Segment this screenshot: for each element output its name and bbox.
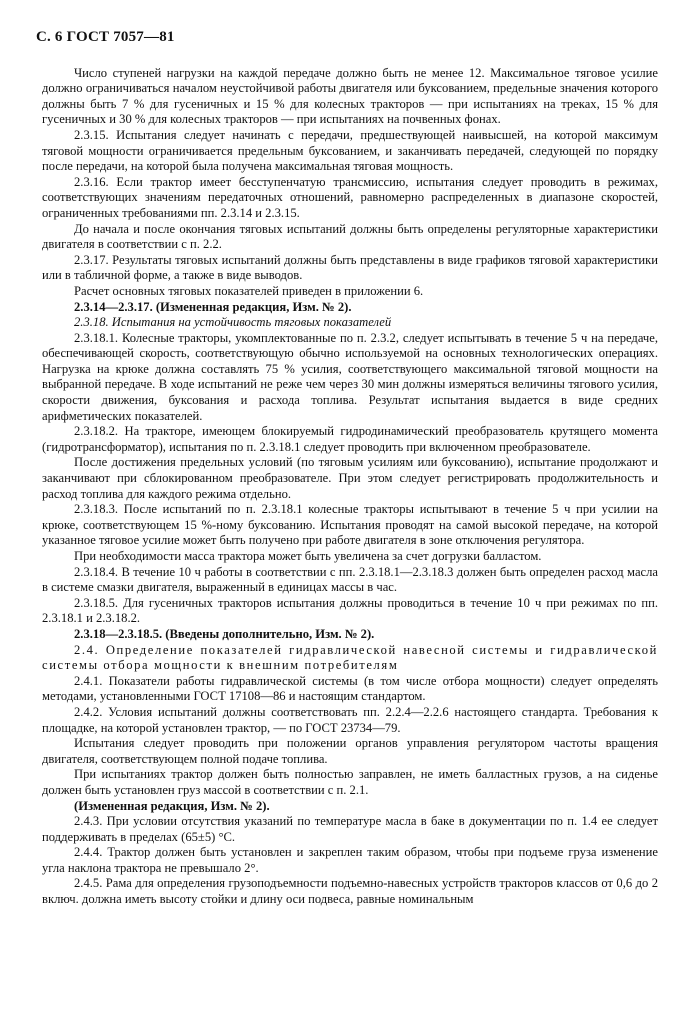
paragraph: 2.3.14—2.3.17. (Измененная редакция, Изм. № 2).	[74, 299, 352, 314]
paragraph: 2.4.3. При условии отсутствия указаний по температуре масла в баке в документации по п. 1.4 ее следует поддерживать в пределах (65±5) °С.	[42, 814, 658, 844]
paragraph: Расчет основных тяговых показателей приведен в приложении 6.	[74, 283, 424, 298]
paragraph: 2.4.1. Показатели работы гидравлической системы (в том числе отбора мощности) следует определять методами, установленными ГОСТ 17108—86 и настоящим стандартом.	[42, 673, 658, 704]
paragraph: 2.4.4. Трактор должен быть установлен и закреплен таким образом, чтобы при подъеме груза изменение угла наклона трактора не превышало 2°.	[42, 845, 658, 875]
paragraph: 2.3.17. Результаты тяговых испытаний должны быть представлены в виде графиков тяговой характеристики или в табличной форме, а также в виде выводов.	[42, 252, 658, 283]
paragraph: После достижения предельных условий (по тяговым усилиям или буксованию), испытание продолжают и заканчивают при сблокированном преобразователе. При этом следует регистрировать продолжительность и расход топлива для каждого режима отдельно.	[42, 455, 658, 501]
paragraph: 2.4. Определение показателей гидравлической навесной системы и гидравлической системы отбора мощности к внешним потребителям	[42, 642, 658, 673]
paragraph: 2.3.15. Испытания следует начинать с передачи, предшествующей наивысшей, на которой максимум тяговой мощности ограничивается предельным буксованием, и заканчивать передачей, следующей по порядку после передачи, на которой была получена максимальная тяговая мощность.	[42, 127, 658, 174]
paragraph: 2.3.18.1. Колесные тракторы, укомплектованные по п. 2.3.2, следует испытывать в течение 5 ч на передаче, обеспечивающей скорость, соответствующую обычно используемой на основных технологических операциях. Нагрузка на крюке должна составлять 75 % усилия, соответствующего максимальной тяговой мощности на выбранной передаче. В ходе испытаний не реже чем через 30 мин должны измеряться величины тягового усилия, скорости движения, буксования и расхода топлива. Результат испытания выдается в виде средних арифметических показателей.	[42, 330, 658, 423]
document-body	[42, 66, 658, 908]
paragraph: Число ступеней нагрузки на каждой передаче должно быть не менее 12. Максимальное тяговое усилие должно ограничиваться началом неустойчивой работы двигателя или буксованием, предельные значения которого должны быть 7 % для гусеничных и 15 % для колесных тракторов — при испытаниях на треках, 15 % для гусеничных и 30 % для колесных тракторов — при испытаниях на почвенных фонах.	[42, 65, 658, 127]
page-header: С. 6 ГОСТ 7057—81	[36, 29, 175, 45]
paragraph: 2.3.18.4. В течение 10 ч работы в соответствии с пп. 2.3.18.1—2.3.18.3 должен быть определен расход масла в системе смазки двигателя, выраженный в единицах массы в час.	[42, 564, 658, 595]
paragraph: 2.3.18.3. После испытаний по п. 2.3.18.1 колесные тракторы испытывают в течение 5 ч при усилии на крюке, соответствующем 15 %-ному буксованию. Испытания проводят на самой высокой передаче, на которой указанное тяговое усилие может быть получено при работе двигателя в зоне отключения регулятора.	[42, 502, 658, 548]
paragraph: 2.3.16. Если трактор имеет бесступенчатую трансмиссию, испытания следует проводить в режимах, соответствующих значениям передаточных отношений, равномерно распределенных в диапазоне скоростей, ограниченных требованиями пп. 2.3.14 и 2.3.15.	[42, 174, 658, 220]
paragraph: Испытания следует проводить при положении органов управления регулятором частоты вращения двигателя, соответствующем полной подаче топлива.	[42, 736, 658, 766]
paragraph: (Измененная редакция, Изм. № 2).	[74, 798, 270, 813]
paragraph: 2.4.2. Условия испытаний должны соответствовать пп. 2.2.4—2.2.6 настоящего стандарта. Требования к площадке, на которой установлен трактор, — по ГОСТ 23734—79.	[42, 704, 658, 735]
paragraph: 2.3.18.5. Для гусеничных тракторов испытания должны проводиться в течение 10 ч при режимах по пп. 2.3.18.1 и 2.3.18.2.	[42, 595, 658, 626]
paragraph: При испытаниях трактор должен быть полностью заправлен, не иметь балластных грузов, а на сиденье должен быть установлен груз массой в соответствии с п. 2.1.	[42, 767, 658, 797]
paragraph: 2.4.5. Рама для определения грузоподъемности подъемно-навесных устройств тракторов классов от 0,6 до 2 включ. должна иметь высоту стойки и длину оси подвеса, равные номинальным	[42, 876, 658, 907]
paragraph: 2.3.18.2. На тракторе, имеющем блокируемый гидродинамический преобразователь крутящего момента (гидротрансформатор), испытания по п. 2.3.18.1 следует проводить при включенном преобразователе.	[42, 424, 658, 454]
paragraph: При необходимости масса трактора может быть увеличена за счет догрузки балластом.	[74, 549, 542, 563]
paragraph: 2.3.18—2.3.18.5. (Введены дополнительно, Изм. № 2).	[74, 626, 375, 641]
paragraph: До начала и после окончания тяговых испытаний должны быть определены регуляторные характеристики двигателя в соответствии с п. 2.2.	[42, 221, 658, 252]
paragraph: 2.3.18. Испытания на устойчивость тяговых показателей	[74, 315, 392, 330]
document-page	[36, 29, 658, 908]
